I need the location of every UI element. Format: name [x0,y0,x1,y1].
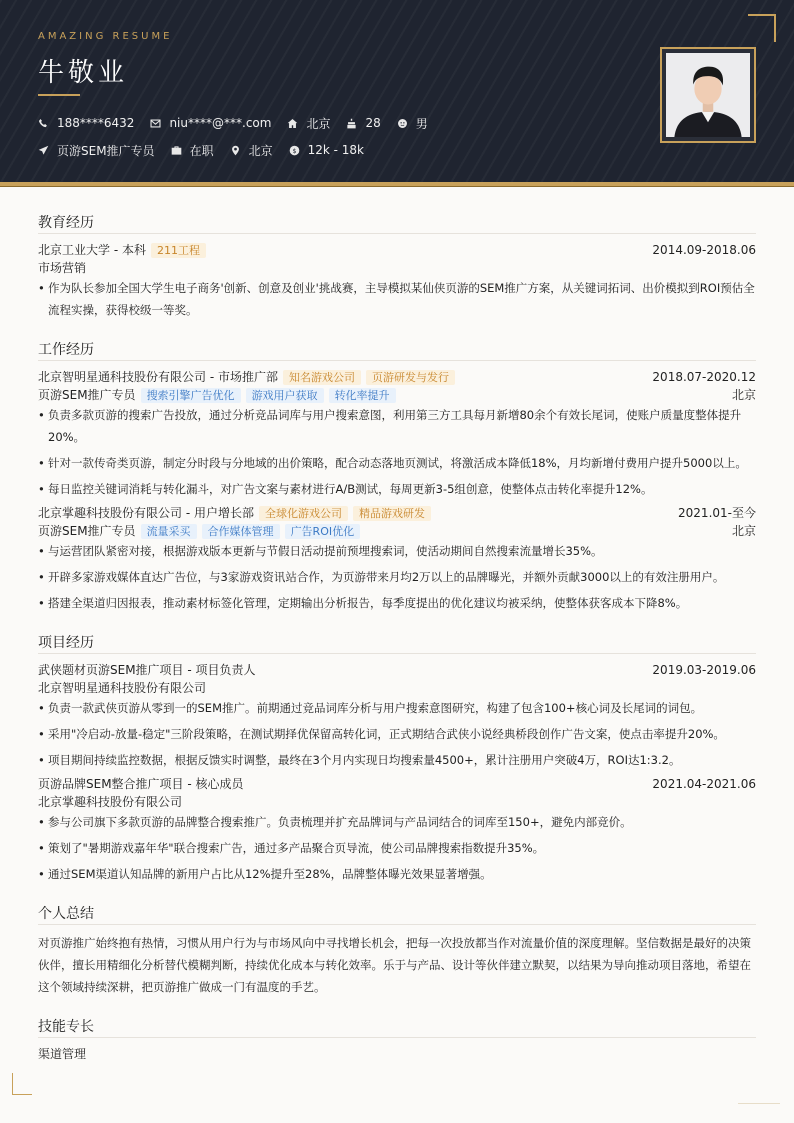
resume-header [0,0,794,182]
job-intent-row [38,141,380,159]
work-role-row [38,386,756,404]
header-gold-line [0,182,794,187]
education-section [38,212,756,321]
send-icon [38,145,49,156]
role-tag: 合作媒体管理 [202,524,280,539]
location-icon [230,145,241,156]
status-item [171,142,214,159]
position-item [38,142,155,159]
contact-row [38,114,444,132]
role-tag: 搜索引擎广告优化 [141,388,241,403]
briefcase-icon [171,145,182,156]
list-item: • 负责一款武侠页游从零到一的SEM推广。前期通过竞品词库分析与用户搜索意图研究，构建了包含100+核心词及长尾词的词包。 [38,697,756,719]
work-dates: 2021.01-至今 [678,506,756,520]
project-header-row [38,661,756,679]
list-item: • 搭建全渠道归因报表，推动素材标签化管理，定期输出分析报告，每季度提出的优化建议均被采纳，使整体获客成本下降8%。 [38,592,756,614]
age-item [346,116,380,130]
projects-section [38,632,756,885]
list-item: • 项目期间持续监控数据，根据反馈实时调整，最终在3个月内实现日均搜索量4500+，累计注册用户突破4万，ROI达1:3.2。 [38,749,756,771]
home-item [287,115,330,132]
work-bullets [38,404,756,500]
summary-text: 对页游推广始终抱有热情，习惯从用户行为与市场风向中寻找增长机会，把每一次投放都当作对流量价值的深度理解。坚信数据是最好的决策伙伴，擅长用精细化分析替代模糊判断，持续优化成本与转化效率。乐于与产品、设计等伙伴建立默契，以结果为导向推动项目落地，希望在这个领域持续深耕，把页游推广做成一门有温度的手艺。 [38,936,751,994]
project-header-row [38,775,756,793]
phone-icon [38,118,49,129]
gender-text: 男 [415,116,428,131]
company-tag: 页游研发与发行 [366,370,455,385]
list-item: • 通过SEM渠道认知品牌的新用户占比从12%提升至28%，品牌整体曝光效果显著增强。 [38,863,756,885]
work-header-row [38,504,756,522]
candidate-name: 牛敬业 [38,58,129,88]
education-dates: 2014.09-2018.06 [652,243,756,257]
profile-photo [666,53,750,137]
section-title: 个人总结 [38,903,756,925]
role-tag: 转化率提升 [329,388,396,403]
company-tag: 全球化游戏公司 [259,506,348,521]
work-dates: 2018.07-2020.12 [652,370,756,384]
project-dates: 2019.03-2019.06 [652,663,756,677]
work-section [38,339,756,614]
project-bullets [38,697,756,771]
project-org: 北京智明星通科技股份有限公司 [38,681,207,695]
school-tag: 211工程 [151,243,206,258]
list-item: • 与运营团队紧密对接，根据游戏版本更新与节假日活动提前预埋搜索词，使活动期间自然搜索流量增长35%。 [38,540,756,562]
money-icon [289,145,300,156]
role-tag: 流量采买 [141,524,197,539]
list-item: • 参与公司旗下多款页游的品牌整合搜索推广。负责梳理并扩充品牌词与产品词结合的词库至150+，避免内部竞价。 [38,811,756,833]
list-item: • 采用"冷启动-放量-稳定"三阶段策略，在测试期择优保留高转化词，正式期结合武侠小说经典桥段创作广告文案，使点击率提升20%。 [38,723,756,745]
age-text: 28 [365,116,381,130]
profile-photo-frame [660,47,756,143]
corner-ornament [748,14,776,42]
summary-section [38,903,756,998]
section-title: 技能专长 [38,1016,756,1038]
gender-icon [397,118,408,129]
list-item: • 负责多款页游的搜索广告投放，通过分析竞品词库与用户搜索意图，利用第三方工具每月新增80余个有效长尾词，使账户质量度整体提升20%。 [38,404,756,448]
section-title: 工作经历 [38,339,756,361]
list-item: • 作为队长参加全国大学生电子商务'创新、创意及创业'挑战赛，主导模拟某仙侠页游的SEM推广方案，从关键词拓词、出价模拟到ROI预估全流程实操，获得校级一等奖。 [38,277,756,321]
education-bullets [38,277,756,321]
role-name: 页游SEM推广专员 [38,524,136,538]
company-tag: 精品游戏研发 [353,506,431,521]
city-item [230,142,273,159]
project-name: 页游品牌SEM整合推广项目 - 核心成员 [38,777,244,791]
education-header-row [38,241,756,259]
work-role-row [38,522,756,540]
list-item: • 开辟多家游戏媒体直达广告位，与3家游戏资讯站合作，为页游带来月均2万以上的品牌曝光，并额外贡献3000以上的有效注册用户。 [38,566,756,588]
skills-section [38,1016,756,1063]
email-text: niu****@***.com [169,116,272,130]
gender-item [397,115,428,132]
salary-text: 12k - 18k [307,143,364,157]
list-item: • 针对一款传奇类页游，制定分时段与分地域的出价策略，配合动态落地页测试，将激活成本降低18%，月均新增付费用户提升5000以上。 [38,452,756,474]
position-text: 页游SEM推广专员 [57,143,155,158]
project-name: 武侠题材页游SEM推广项目 - 项目负责人 [38,663,256,677]
list-item: • 策划了"暑期游戏嘉年华"联合搜索广告，通过多产品聚合页导流，使公司品牌搜索指数提升35%。 [38,837,756,859]
role-tag: 游戏用户获取 [246,388,324,403]
tagline: AMAZING RESUME [38,31,173,42]
home-text: 北京 [306,116,331,131]
company-name: 北京智明星通科技股份有限公司 - 市场推广部 [38,370,278,384]
resume-content [38,212,756,1081]
name-underline [38,94,80,96]
work-city: 北京 [731,388,756,402]
project-dates: 2021.04-2021.06 [652,777,756,791]
skill-item: 渠道管理 [38,1047,87,1061]
corner-ornament [12,1073,32,1095]
phone-text: 188****6432 [57,116,135,130]
company-tag: 知名游戏公司 [283,370,361,385]
status-text: 在职 [189,143,214,158]
mail-icon [150,118,161,129]
phone-item [38,116,134,130]
company-name: 北京掌趣科技股份有限公司 - 用户增长部 [38,506,254,520]
salary-item [289,143,364,157]
list-item: • 每日监控关键词消耗与转化漏斗，对广告文案与素材进行A/B测试，每周更新3-5组创意，使整体点击转化率提升12%。 [38,478,756,500]
section-title: 教育经历 [38,212,756,234]
school-name: 北京工业大学 - 本科 [38,243,146,257]
role-tag: 广告ROI优化 [285,524,361,539]
work-header-row [38,368,756,386]
project-org: 北京掌趣科技股份有限公司 [38,795,183,809]
city-text: 北京 [248,143,273,158]
role-name: 页游SEM推广专员 [38,388,136,402]
project-bullets [38,811,756,885]
work-bullets [38,540,756,614]
corner-ornament [738,1103,780,1104]
svg-text:$: $ [292,147,297,155]
section-title: 项目经历 [38,632,756,654]
cake-icon [346,118,357,129]
home-icon [287,118,298,129]
email-item [150,116,271,130]
work-city: 北京 [731,524,756,538]
major: 市场营销 [38,261,87,275]
